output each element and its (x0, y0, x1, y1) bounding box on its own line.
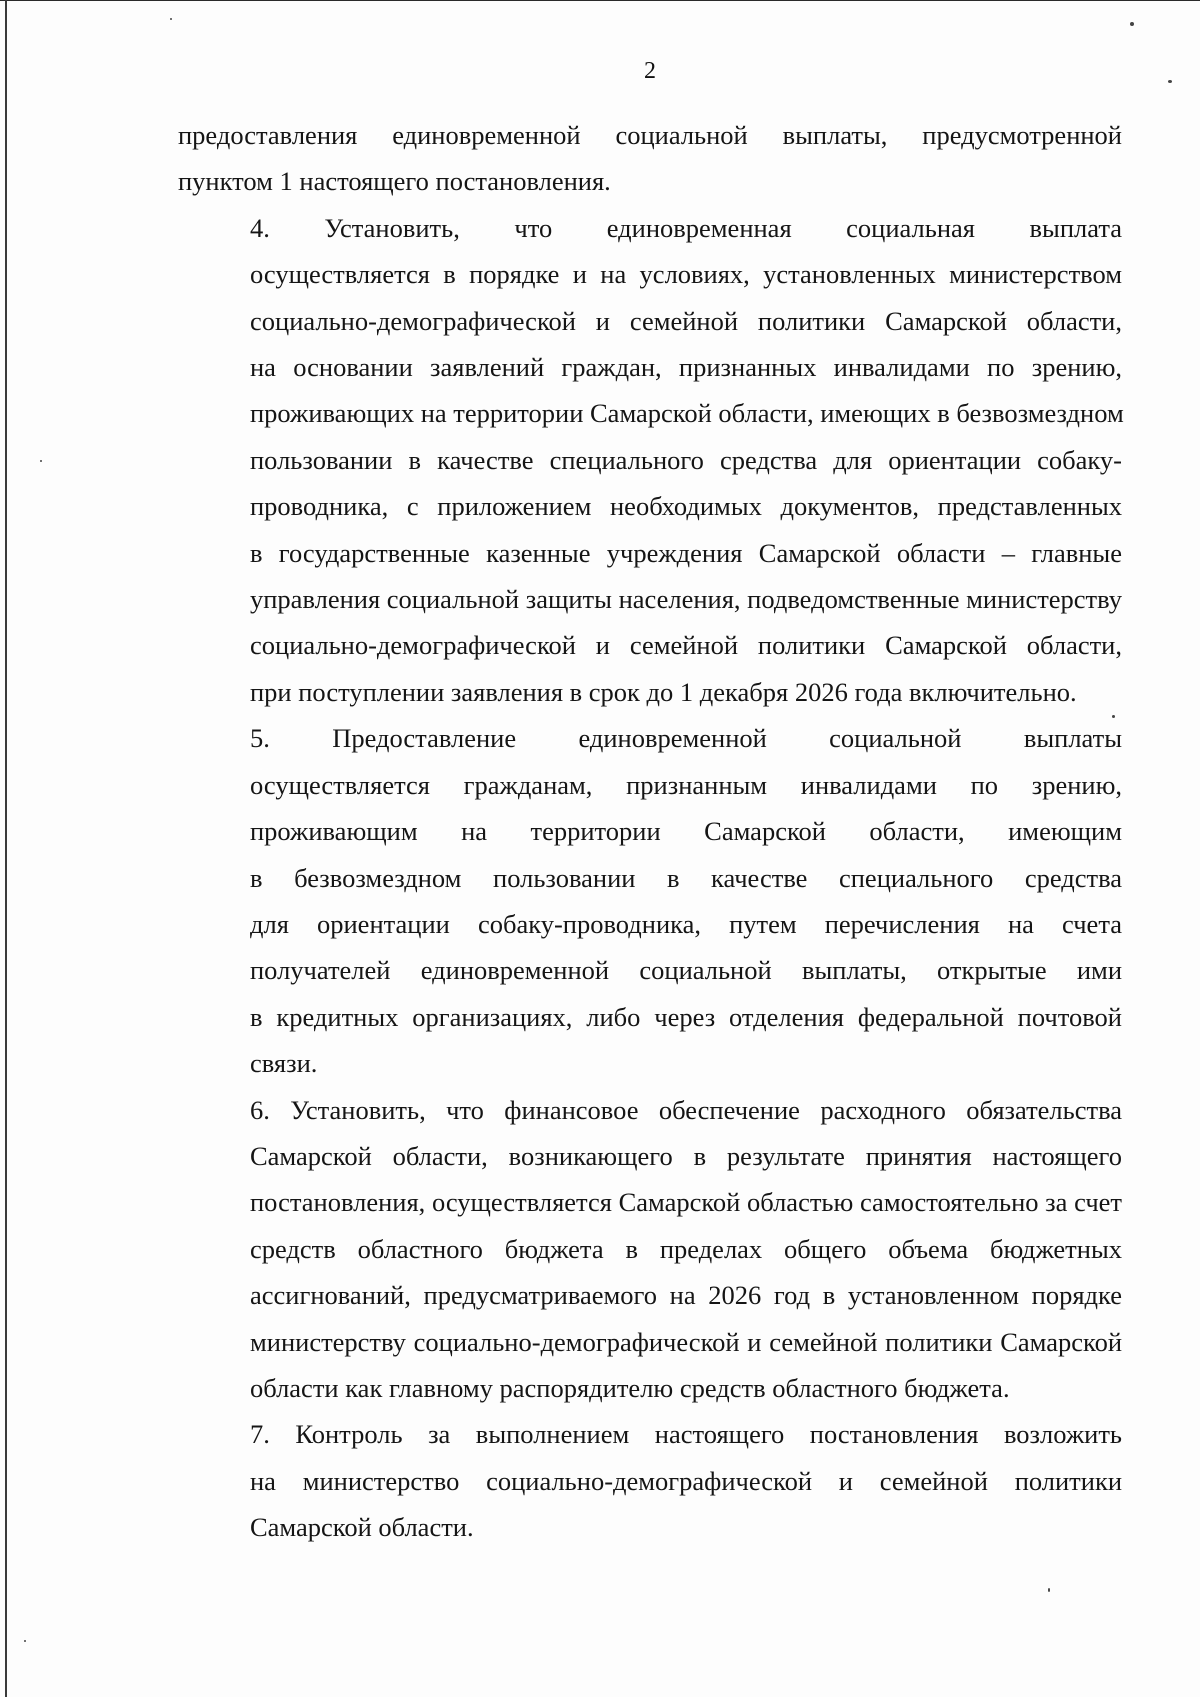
text-line: пунктом 1 настоящего постановления. (178, 166, 611, 197)
text-line: на основании заявлений граждан, признанных инвалидами по зрению, (250, 352, 1122, 383)
scan-speck (1168, 80, 1172, 83)
text-line: проживающих на территории Самарской области, имеющих в безвозмездном (250, 398, 1124, 429)
page-number: 2 (644, 58, 656, 84)
text-line: на министерство социально-демографической и семейной политики (250, 1465, 1122, 1496)
text-line: предоставления единовременной социальной выплаты, предусмотренной (178, 120, 1122, 150)
text-line: области как главному распорядителю средств областного бюджета. (250, 1372, 1010, 1403)
scan-speck (170, 18, 172, 20)
text-line: осуществляется в порядке и на условиях, установленных министерством (250, 259, 1122, 290)
paragraph (178, 1411, 1122, 1550)
paragraph (178, 1087, 1122, 1412)
scan-speck (1130, 22, 1134, 26)
text-line: 7. Контроль за выполнением настоящего постановления возложить (250, 1419, 1122, 1450)
text-line: 6. Установить, что финансовое обеспечение расходного обязательства (250, 1094, 1122, 1125)
text-line: проживающим на территории Самарской области, имеющим (250, 816, 1122, 847)
scan-speck (1112, 715, 1115, 718)
text-line: пользовании в качестве специального средства для ориентации собаку- (250, 444, 1122, 475)
text-line: социально-демографической и семейной политики Самарской области, (250, 305, 1122, 336)
paragraph (178, 715, 1122, 1086)
scan-speck (40, 460, 42, 462)
text-line: социально-демографической и семейной политики Самарской области, (250, 630, 1122, 661)
text-line: ассигнований, предусматриваемого на 2026 год в установленном порядке (250, 1280, 1122, 1311)
scan-speck (1048, 1588, 1050, 1592)
text-line: 5. Предоставление единовременной социальной выплаты (250, 723, 1122, 754)
text-line: Самарской области, возникающего в результате принятия настоящего (250, 1140, 1122, 1171)
text-line: для ориентации собаку-проводника, путем перечисления на счета (250, 908, 1122, 939)
document-body (178, 112, 1122, 1551)
text-line: при поступлении заявления в срок до 1 декабря 2026 года включительно. (250, 676, 1077, 707)
text-line: в безвозмездном пользовании в качестве специального средства (250, 862, 1122, 893)
scan-edge-left (5, 0, 7, 1697)
text-line: проводника, с приложением необходимых документов, представленных (250, 491, 1122, 522)
text-line: в государственные казенные учреждения Самарской области – главные (250, 537, 1122, 568)
paragraph (178, 112, 1122, 205)
paragraph (178, 205, 1122, 715)
scan-speck (24, 1640, 26, 1642)
text-line: в кредитных организациях, либо через отделения федеральной почтовой (250, 1001, 1122, 1032)
text-line: управления социальной защиты населения, подведомственные министерству (250, 584, 1122, 615)
scan-edge-top (0, 0, 1200, 1)
text-line: постановления, осуществляется Самарской областью самостоятельно за счет (250, 1187, 1122, 1218)
text-line: министерству социально-демографической и семейной политики Самарской (250, 1326, 1122, 1357)
text-line: 4. Установить, что единовременная социальная выплата (250, 212, 1122, 243)
text-line: получателей единовременной социальной выплаты, открытые ими (250, 955, 1122, 986)
text-line: связи. (250, 1048, 318, 1079)
text-line: осуществляется гражданам, признанным инвалидами по зрению, (250, 769, 1122, 800)
text-line: средств областного бюджета в пределах общего объема бюджетных (250, 1233, 1122, 1264)
text-line: Самарской области. (250, 1512, 474, 1543)
